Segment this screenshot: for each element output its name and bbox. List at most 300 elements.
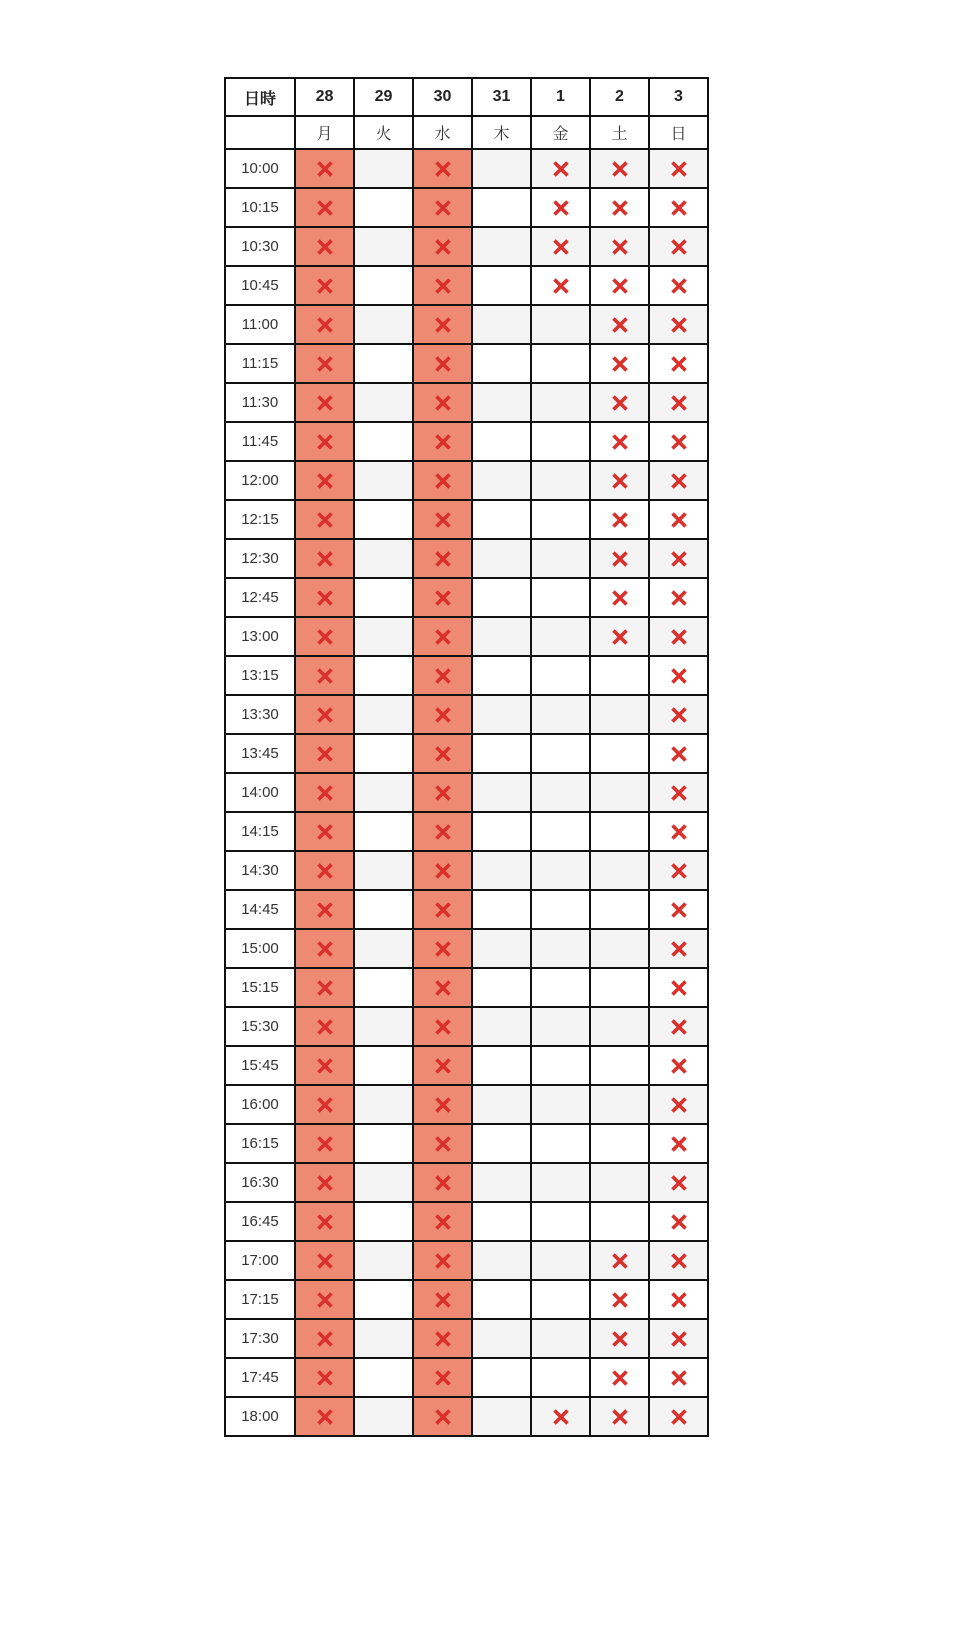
x-mark-icon	[433, 510, 453, 530]
x-mark-icon	[610, 510, 630, 530]
slot-available[interactable]	[590, 1007, 649, 1046]
slot-available[interactable]	[590, 1046, 649, 1085]
slot-available[interactable]	[590, 968, 649, 1007]
slot-unavailable	[590, 1319, 649, 1358]
x-mark-icon	[610, 354, 630, 374]
slot-available[interactable]	[531, 305, 590, 344]
slot-available[interactable]	[590, 734, 649, 773]
x-mark-icon	[669, 588, 689, 608]
corner-label: 日時	[225, 78, 295, 116]
x-mark-icon	[315, 1134, 335, 1154]
time-slot-label: 17:15	[225, 1280, 295, 1319]
x-mark-icon	[433, 159, 453, 179]
weekday-header: 金	[531, 116, 590, 149]
slot-available[interactable]	[472, 1007, 531, 1046]
slot-unavailable	[413, 188, 472, 227]
slot-available[interactable]	[472, 1358, 531, 1397]
slot-available[interactable]	[472, 1397, 531, 1436]
time-slot-label: 14:30	[225, 851, 295, 890]
slot-available[interactable]	[354, 305, 413, 344]
date-header: 31	[472, 78, 531, 116]
slot-available[interactable]	[531, 461, 590, 500]
x-mark-icon	[669, 549, 689, 569]
x-mark-icon	[433, 900, 453, 920]
time-slot-row	[225, 1007, 708, 1046]
x-mark-icon	[610, 471, 630, 491]
time-slot-row	[225, 383, 708, 422]
slot-available[interactable]	[354, 851, 413, 890]
x-mark-icon	[669, 198, 689, 218]
slot-unavailable	[649, 1280, 708, 1319]
x-mark-icon	[315, 354, 335, 374]
x-mark-icon	[669, 237, 689, 257]
slot-unavailable	[649, 1124, 708, 1163]
x-mark-icon	[433, 1290, 453, 1310]
x-mark-icon	[315, 978, 335, 998]
x-mark-icon	[551, 276, 571, 296]
x-mark-icon	[433, 822, 453, 842]
slot-unavailable	[649, 695, 708, 734]
slot-unavailable	[413, 461, 472, 500]
slot-available[interactable]	[531, 773, 590, 812]
x-mark-icon	[315, 1368, 335, 1388]
slot-unavailable	[413, 1046, 472, 1085]
time-slot-label: 14:15	[225, 812, 295, 851]
time-slot-row	[225, 1202, 708, 1241]
slot-available[interactable]	[472, 422, 531, 461]
weekday-header: 木	[472, 116, 531, 149]
slot-unavailable	[649, 656, 708, 695]
slot-available[interactable]	[354, 1280, 413, 1319]
slot-unavailable	[649, 1046, 708, 1085]
slot-available[interactable]	[354, 773, 413, 812]
slot-available[interactable]	[472, 1202, 531, 1241]
x-mark-icon	[433, 471, 453, 491]
slot-available[interactable]	[531, 1163, 590, 1202]
slot-available[interactable]	[531, 1124, 590, 1163]
slot-unavailable	[295, 695, 354, 734]
x-mark-icon	[669, 744, 689, 764]
slot-available[interactable]	[531, 1085, 590, 1124]
slot-unavailable	[413, 695, 472, 734]
x-mark-icon	[315, 237, 335, 257]
slot-available[interactable]	[531, 812, 590, 851]
slot-available[interactable]	[354, 539, 413, 578]
x-mark-icon	[610, 1290, 630, 1310]
slot-available[interactable]	[472, 968, 531, 1007]
slot-unavailable	[649, 227, 708, 266]
slot-available[interactable]	[590, 851, 649, 890]
slot-available[interactable]	[531, 968, 590, 1007]
slot-unavailable	[413, 422, 472, 461]
slot-available[interactable]	[354, 890, 413, 929]
slot-available[interactable]	[472, 929, 531, 968]
time-slot-label: 15:15	[225, 968, 295, 1007]
slot-available[interactable]	[531, 851, 590, 890]
slot-available[interactable]	[590, 812, 649, 851]
slot-available[interactable]	[472, 734, 531, 773]
slot-available[interactable]	[472, 227, 531, 266]
slot-unavailable	[531, 188, 590, 227]
time-slot-label: 11:45	[225, 422, 295, 461]
time-slot-row	[225, 1319, 708, 1358]
slot-available[interactable]	[590, 1163, 649, 1202]
time-slot-label: 10:00	[225, 149, 295, 188]
time-slot-label: 13:30	[225, 695, 295, 734]
slot-unavailable	[649, 383, 708, 422]
time-slot-label: 10:15	[225, 188, 295, 227]
slot-available[interactable]	[531, 1280, 590, 1319]
x-mark-icon	[669, 978, 689, 998]
x-mark-icon	[669, 276, 689, 296]
time-slot-row	[225, 227, 708, 266]
slot-available[interactable]	[531, 383, 590, 422]
x-mark-icon	[433, 354, 453, 374]
slot-available[interactable]	[472, 461, 531, 500]
time-slot-label: 10:30	[225, 227, 295, 266]
slot-unavailable	[295, 461, 354, 500]
slot-unavailable	[413, 500, 472, 539]
slot-available[interactable]	[472, 266, 531, 305]
slot-available[interactable]	[472, 149, 531, 188]
date-header: 1	[531, 78, 590, 116]
weekday-header: 月	[295, 116, 354, 149]
time-slot-row	[225, 890, 708, 929]
time-slot-label: 18:00	[225, 1397, 295, 1436]
slot-available[interactable]	[531, 1358, 590, 1397]
slot-available[interactable]	[472, 1319, 531, 1358]
slot-available[interactable]	[354, 1007, 413, 1046]
x-mark-icon	[610, 1407, 630, 1427]
slot-unavailable	[649, 929, 708, 968]
slot-unavailable	[649, 1085, 708, 1124]
x-mark-icon	[315, 1407, 335, 1427]
slot-available[interactable]	[472, 1046, 531, 1085]
x-mark-icon	[669, 1017, 689, 1037]
slot-available[interactable]	[531, 422, 590, 461]
slot-available[interactable]	[354, 227, 413, 266]
slot-available[interactable]	[354, 656, 413, 695]
slot-available[interactable]	[472, 578, 531, 617]
slot-available[interactable]	[590, 656, 649, 695]
x-mark-icon	[315, 1212, 335, 1232]
x-mark-icon	[433, 627, 453, 647]
slot-unavailable	[413, 149, 472, 188]
time-slot-label: 17:00	[225, 1241, 295, 1280]
slot-available[interactable]	[354, 734, 413, 773]
slot-unavailable	[413, 1202, 472, 1241]
x-mark-icon	[315, 861, 335, 881]
slot-available[interactable]	[354, 1241, 413, 1280]
slot-available[interactable]	[590, 890, 649, 929]
x-mark-icon	[315, 471, 335, 491]
slot-available[interactable]	[354, 1124, 413, 1163]
slot-unavailable	[413, 1319, 472, 1358]
time-slot-row	[225, 1046, 708, 1085]
slot-available[interactable]	[531, 929, 590, 968]
date-header-row	[225, 78, 708, 116]
time-slot-label: 13:45	[225, 734, 295, 773]
slot-available[interactable]	[472, 695, 531, 734]
slot-unavailable	[413, 578, 472, 617]
slot-available[interactable]	[531, 695, 590, 734]
slot-unavailable	[295, 1397, 354, 1436]
time-slot-label: 16:30	[225, 1163, 295, 1202]
slot-available[interactable]	[472, 812, 531, 851]
slot-available[interactable]	[354, 1397, 413, 1436]
x-mark-icon	[669, 666, 689, 686]
time-slot-row	[225, 1358, 708, 1397]
slot-unavailable	[590, 1397, 649, 1436]
slot-available[interactable]	[531, 1241, 590, 1280]
slot-available[interactable]	[531, 617, 590, 656]
slot-available[interactable]	[590, 929, 649, 968]
slot-unavailable	[590, 227, 649, 266]
slot-unavailable	[649, 1397, 708, 1436]
x-mark-icon	[315, 939, 335, 959]
slot-unavailable	[413, 266, 472, 305]
x-mark-icon	[551, 237, 571, 257]
slot-available[interactable]	[472, 1280, 531, 1319]
time-slot-row	[225, 305, 708, 344]
slot-available[interactable]	[472, 539, 531, 578]
slot-available[interactable]	[531, 578, 590, 617]
x-mark-icon	[669, 1329, 689, 1349]
slot-available[interactable]	[354, 695, 413, 734]
slot-available[interactable]	[354, 1202, 413, 1241]
time-slot-row	[225, 1397, 708, 1436]
slot-unavailable	[413, 539, 472, 578]
x-mark-icon	[610, 1368, 630, 1388]
x-mark-icon	[610, 237, 630, 257]
x-mark-icon	[315, 822, 335, 842]
slot-unavailable	[413, 929, 472, 968]
x-mark-icon	[433, 237, 453, 257]
slot-available[interactable]	[531, 344, 590, 383]
slot-available[interactable]	[354, 617, 413, 656]
slot-unavailable	[590, 344, 649, 383]
slot-available[interactable]	[472, 773, 531, 812]
x-mark-icon	[433, 1134, 453, 1154]
time-slot-label: 12:45	[225, 578, 295, 617]
slot-unavailable	[649, 344, 708, 383]
slot-available[interactable]	[354, 266, 413, 305]
time-slot-row	[225, 968, 708, 1007]
x-mark-icon	[669, 159, 689, 179]
slot-available[interactable]	[590, 1124, 649, 1163]
x-mark-icon	[433, 705, 453, 725]
slot-available[interactable]	[472, 305, 531, 344]
x-mark-icon	[669, 939, 689, 959]
slot-available[interactable]	[531, 1046, 590, 1085]
slot-available[interactable]	[531, 734, 590, 773]
slot-available[interactable]	[472, 344, 531, 383]
slot-available[interactable]	[354, 1358, 413, 1397]
slot-unavailable	[295, 1358, 354, 1397]
slot-available[interactable]	[354, 968, 413, 1007]
x-mark-icon	[669, 510, 689, 530]
x-mark-icon	[433, 861, 453, 881]
time-slot-label: 11:15	[225, 344, 295, 383]
slot-unavailable	[295, 734, 354, 773]
slot-available[interactable]	[354, 1046, 413, 1085]
x-mark-icon	[433, 432, 453, 452]
x-mark-icon	[551, 198, 571, 218]
slot-available[interactable]	[472, 890, 531, 929]
slot-unavailable	[531, 266, 590, 305]
slot-unavailable	[590, 149, 649, 188]
x-mark-icon	[315, 276, 335, 296]
slot-available[interactable]	[531, 1202, 590, 1241]
slot-available[interactable]	[472, 383, 531, 422]
x-mark-icon	[669, 1251, 689, 1271]
slot-available[interactable]	[472, 1163, 531, 1202]
x-mark-icon	[315, 393, 335, 413]
x-mark-icon	[315, 432, 335, 452]
slot-available[interactable]	[531, 1007, 590, 1046]
time-slot-label: 17:45	[225, 1358, 295, 1397]
slot-unavailable	[295, 344, 354, 383]
x-mark-icon	[669, 1134, 689, 1154]
x-mark-icon	[433, 1212, 453, 1232]
slot-unavailable	[413, 890, 472, 929]
slot-unavailable	[590, 188, 649, 227]
slot-unavailable	[295, 1085, 354, 1124]
slot-available[interactable]	[354, 461, 413, 500]
slot-available[interactable]	[590, 1085, 649, 1124]
slot-available[interactable]	[472, 851, 531, 890]
slot-unavailable	[295, 383, 354, 422]
x-mark-icon	[433, 315, 453, 335]
slot-unavailable	[649, 1319, 708, 1358]
time-slot-label: 17:30	[225, 1319, 295, 1358]
slot-unavailable	[295, 1163, 354, 1202]
slot-available[interactable]	[354, 500, 413, 539]
x-mark-icon	[433, 1251, 453, 1271]
x-mark-icon	[669, 354, 689, 374]
slot-available[interactable]	[354, 422, 413, 461]
slot-available[interactable]	[354, 344, 413, 383]
time-slot-label: 16:15	[225, 1124, 295, 1163]
slot-available[interactable]	[472, 188, 531, 227]
slot-unavailable	[413, 1358, 472, 1397]
slot-available[interactable]	[354, 1319, 413, 1358]
slot-available[interactable]	[472, 656, 531, 695]
x-mark-icon	[433, 666, 453, 686]
x-mark-icon	[315, 198, 335, 218]
x-mark-icon	[669, 627, 689, 647]
slot-available[interactable]	[531, 890, 590, 929]
slot-available[interactable]	[531, 539, 590, 578]
slot-unavailable	[590, 422, 649, 461]
x-mark-icon	[315, 1056, 335, 1076]
slot-available[interactable]	[531, 656, 590, 695]
x-mark-icon	[610, 393, 630, 413]
slot-unavailable	[649, 1358, 708, 1397]
slot-available[interactable]	[354, 383, 413, 422]
slot-available[interactable]	[531, 1319, 590, 1358]
time-slot-row	[225, 1163, 708, 1202]
x-mark-icon	[433, 1407, 453, 1427]
slot-unavailable	[295, 890, 354, 929]
slot-available[interactable]	[590, 695, 649, 734]
slot-available[interactable]	[354, 188, 413, 227]
date-header: 28	[295, 78, 354, 116]
weekday-header-row	[225, 116, 708, 149]
slot-unavailable	[531, 149, 590, 188]
time-slot-row	[225, 578, 708, 617]
slot-available[interactable]	[354, 1163, 413, 1202]
weekday-header: 火	[354, 116, 413, 149]
slot-unavailable	[413, 344, 472, 383]
x-mark-icon	[669, 1173, 689, 1193]
slot-available[interactable]	[354, 578, 413, 617]
slot-unavailable	[413, 812, 472, 851]
slot-available[interactable]	[472, 1124, 531, 1163]
slot-available[interactable]	[472, 1241, 531, 1280]
slot-unavailable	[413, 1085, 472, 1124]
slot-unavailable	[295, 656, 354, 695]
x-mark-icon	[669, 822, 689, 842]
time-slot-row	[225, 422, 708, 461]
slot-unavailable	[295, 1202, 354, 1241]
slot-available[interactable]	[590, 1202, 649, 1241]
x-mark-icon	[610, 198, 630, 218]
date-header: 29	[354, 78, 413, 116]
slot-available[interactable]	[354, 812, 413, 851]
slot-unavailable	[649, 734, 708, 773]
slot-unavailable	[649, 890, 708, 929]
x-mark-icon	[433, 978, 453, 998]
x-mark-icon	[315, 510, 335, 530]
slot-unavailable	[295, 968, 354, 1007]
slot-unavailable	[649, 617, 708, 656]
slot-available[interactable]	[354, 149, 413, 188]
x-mark-icon	[433, 744, 453, 764]
x-mark-icon	[315, 1329, 335, 1349]
x-mark-icon	[669, 471, 689, 491]
x-mark-icon	[433, 1173, 453, 1193]
time-slot-row	[225, 695, 708, 734]
x-mark-icon	[315, 1290, 335, 1310]
slot-unavailable	[413, 383, 472, 422]
slot-available[interactable]	[472, 617, 531, 656]
slot-available[interactable]	[354, 929, 413, 968]
weekday-corner	[225, 116, 295, 149]
slot-available[interactable]	[531, 500, 590, 539]
slot-unavailable	[649, 539, 708, 578]
slot-unavailable	[413, 851, 472, 890]
slot-available[interactable]	[472, 1085, 531, 1124]
x-mark-icon	[315, 1251, 335, 1271]
slot-unavailable	[295, 1319, 354, 1358]
slot-unavailable	[531, 1397, 590, 1436]
time-slot-row	[225, 734, 708, 773]
slot-unavailable	[413, 1124, 472, 1163]
time-slot-row	[225, 461, 708, 500]
x-mark-icon	[669, 393, 689, 413]
slot-available[interactable]	[354, 1085, 413, 1124]
slot-available[interactable]	[590, 773, 649, 812]
slot-unavailable	[649, 578, 708, 617]
slot-unavailable	[590, 1280, 649, 1319]
time-slot-row	[225, 344, 708, 383]
x-mark-icon	[669, 315, 689, 335]
x-mark-icon	[669, 1290, 689, 1310]
time-slot-label: 12:15	[225, 500, 295, 539]
weekday-header: 土	[590, 116, 649, 149]
slot-available[interactable]	[472, 500, 531, 539]
